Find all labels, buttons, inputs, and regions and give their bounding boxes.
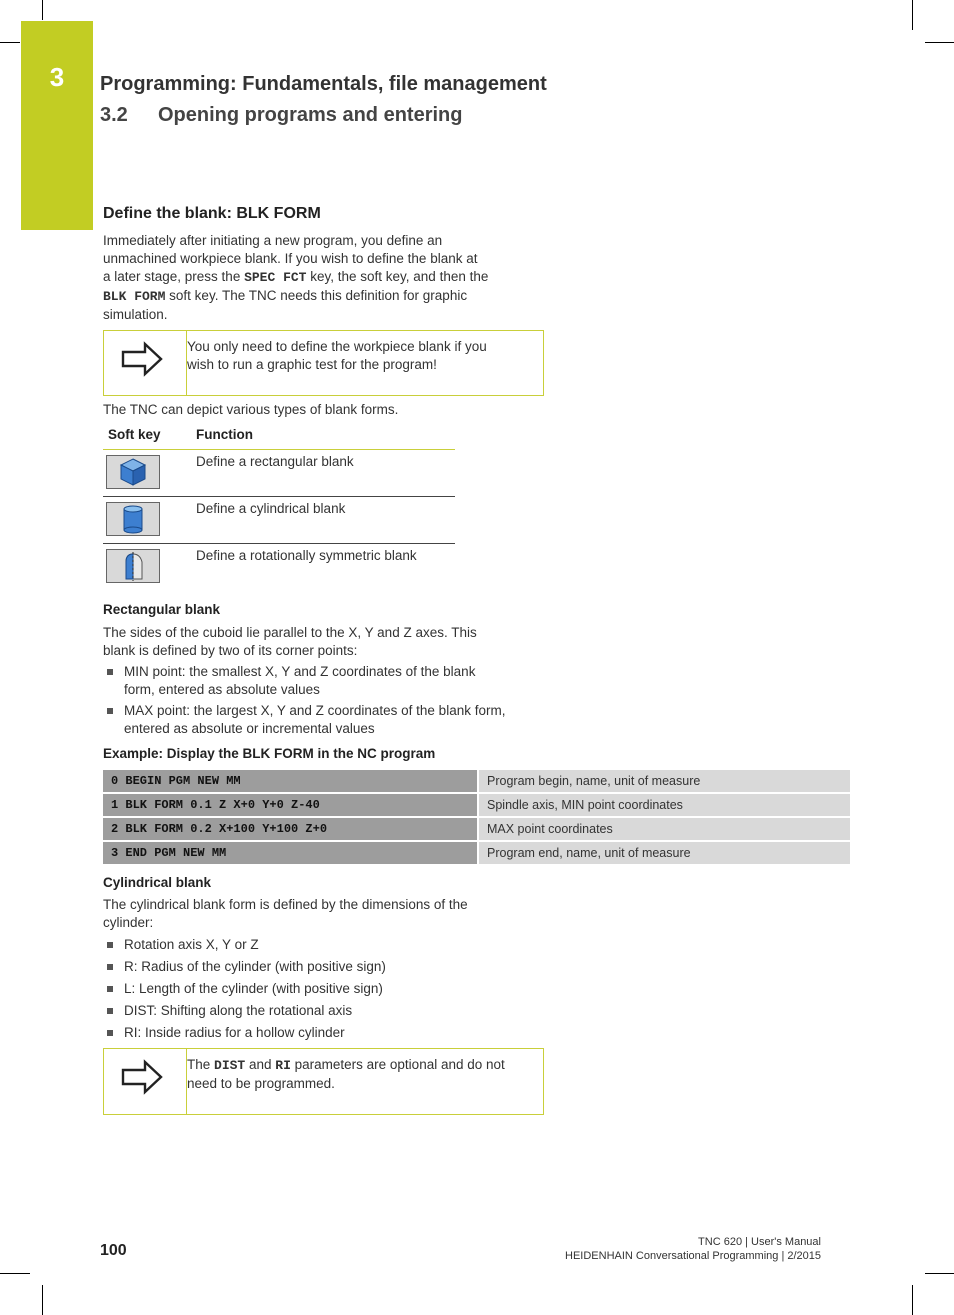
crop-mark	[42, 0, 43, 20]
list-item: DIST: Shifting along the rotational axis	[103, 1002, 553, 1020]
row-divider	[103, 449, 455, 450]
note-line: wish to run a graphic test for the program!	[187, 357, 437, 372]
nc-code: 1 BLK FORM 0.1 Z X+0 Y+0 Z-40	[103, 794, 477, 816]
softkey-function: Define a cylindrical blank	[196, 501, 346, 516]
intro-line: Immediately after initiating a new program, you define an	[103, 233, 443, 248]
cyl-blank-bullets	[103, 936, 553, 1042]
text-line: cylinder:	[103, 915, 154, 930]
nc-description: Spindle axis, MIN point coordinates	[477, 794, 850, 816]
note-text	[187, 1056, 529, 1093]
nc-description: Program begin, name, unit of measure	[477, 770, 850, 792]
ri-key: RI	[275, 1058, 291, 1073]
nc-description: MAX point coordinates	[477, 818, 850, 840]
intro-line	[103, 268, 543, 287]
text-line: blank is defined by two of its corner points:	[103, 643, 358, 658]
intro-line: unmachined workpiece blank. If you wish to define the blank at	[103, 251, 478, 266]
note-box	[103, 1048, 544, 1115]
list-item: R: Radius of the cylinder (with positive sign)	[103, 958, 553, 976]
crop-mark	[0, 42, 20, 43]
chapter-tab	[21, 21, 93, 230]
list-item	[103, 702, 553, 738]
page-number: 100	[100, 1242, 127, 1259]
softkey-row	[103, 543, 455, 589]
softkey-row	[103, 449, 455, 495]
footer-text	[565, 1235, 821, 1263]
list-item: L: Length of the cylinder (with positive sign)	[103, 980, 553, 998]
note-fragment: and	[245, 1057, 276, 1072]
spec-fct-key: SPEC FCT	[244, 270, 307, 285]
note-fragment: parameters are optional and do not	[290, 1057, 505, 1072]
list-item: Rotation axis X, Y or Z	[103, 936, 553, 954]
intro-text: a later stage, press the	[103, 269, 245, 284]
list-item	[103, 663, 553, 699]
table-row	[103, 770, 850, 792]
note-line: You only need to define the workpiece blank if you	[187, 339, 487, 354]
softkey-row	[103, 496, 455, 542]
bullet-line: MAX point: the largest X, Y and Z coordinates of the blank form,	[124, 703, 506, 718]
note-icon-cell	[104, 1049, 187, 1114]
chapter-number: 3	[49, 62, 65, 92]
row-divider	[103, 543, 455, 544]
text-line: The cylindrical blank form is defined by the dimensions of the	[103, 897, 468, 912]
cyl-blank-heading: Cylindrical blank	[103, 875, 212, 890]
example-table	[103, 768, 850, 866]
nc-code: 3 END PGM NEW MM	[103, 842, 477, 864]
note-text	[187, 338, 529, 374]
list-item: RI: Inside radius for a hollow cylinder	[103, 1024, 553, 1042]
note-icon-cell	[104, 331, 187, 395]
crop-mark	[0, 1273, 30, 1274]
intro-paragraph	[103, 232, 543, 324]
footer-line: TNC 620 | User's Manual	[698, 1236, 821, 1248]
depict-text: The TNC can depict various types of blank forms.	[103, 402, 399, 417]
cylindrical-blank-icon	[106, 502, 160, 536]
arrow-right-icon	[121, 1059, 165, 1095]
cylinder-icon	[107, 503, 159, 535]
chapter-title: Programming: Fundamentals, file management	[100, 73, 547, 95]
softkey-function: Define a rotationally symmetric blank	[196, 548, 417, 563]
softkey-col-header: Soft key	[108, 427, 161, 442]
footer-line: HEIDENHAIN Conversational Programming | 2/2015	[565, 1250, 821, 1262]
cube-icon	[107, 456, 159, 488]
section-number: 3.2	[100, 104, 128, 126]
note-line: need to be programmed.	[187, 1076, 335, 1091]
crop-mark	[42, 1285, 43, 1315]
table-row	[103, 818, 850, 840]
table-row	[103, 794, 850, 816]
section-title	[100, 104, 462, 127]
bullet-line: entered as absolute or incremental values	[124, 721, 375, 736]
intro-text: soft key. The TNC needs this definition for graphic	[165, 288, 468, 303]
table-row	[103, 842, 850, 864]
bullet-line: form, entered as absolute values	[124, 682, 320, 697]
nc-code: 2 BLK FORM 0.2 X+100 Y+100 Z+0	[103, 818, 477, 840]
function-col-header: Function	[196, 427, 253, 442]
rectangular-blank-icon	[106, 455, 160, 489]
dist-key: DIST	[214, 1058, 246, 1073]
arrow-right-icon	[121, 341, 165, 377]
rotational-blank-icon	[106, 549, 160, 583]
section-name: Opening programs and entering	[158, 104, 463, 126]
softkey-function: Define a rectangular blank	[196, 454, 354, 469]
intro-text: key, the soft key, and then the	[306, 269, 489, 284]
note-box	[103, 330, 544, 396]
rect-blank-text	[103, 624, 543, 660]
rotational-icon	[107, 550, 159, 582]
blk-form-key: BLK FORM	[103, 289, 166, 304]
nc-code: 0 BEGIN PGM NEW MM	[103, 770, 477, 792]
row-divider	[103, 496, 455, 497]
intro-line	[103, 287, 543, 306]
example-heading: Example: Display the BLK FORM in the NC program	[103, 746, 436, 761]
crop-mark	[925, 42, 954, 43]
note-fragment: The	[187, 1057, 215, 1072]
bullet-line: MIN point: the smallest X, Y and Z coordinates of the blank	[124, 664, 476, 679]
crop-mark	[912, 1285, 913, 1315]
text-line: The sides of the cuboid lie parallel to the X, Y and Z axes. This	[103, 625, 477, 640]
cyl-blank-text	[103, 896, 543, 932]
crop-mark	[925, 1273, 954, 1274]
intro-line: simulation.	[103, 307, 168, 322]
rect-blank-bullets	[103, 663, 553, 738]
nc-description: Program end, name, unit of measure	[477, 842, 850, 864]
page-heading: Define the blank: BLK FORM	[103, 205, 321, 222]
rect-blank-heading: Rectangular blank	[103, 602, 221, 617]
crop-mark	[912, 0, 913, 30]
note-line	[187, 1056, 529, 1075]
